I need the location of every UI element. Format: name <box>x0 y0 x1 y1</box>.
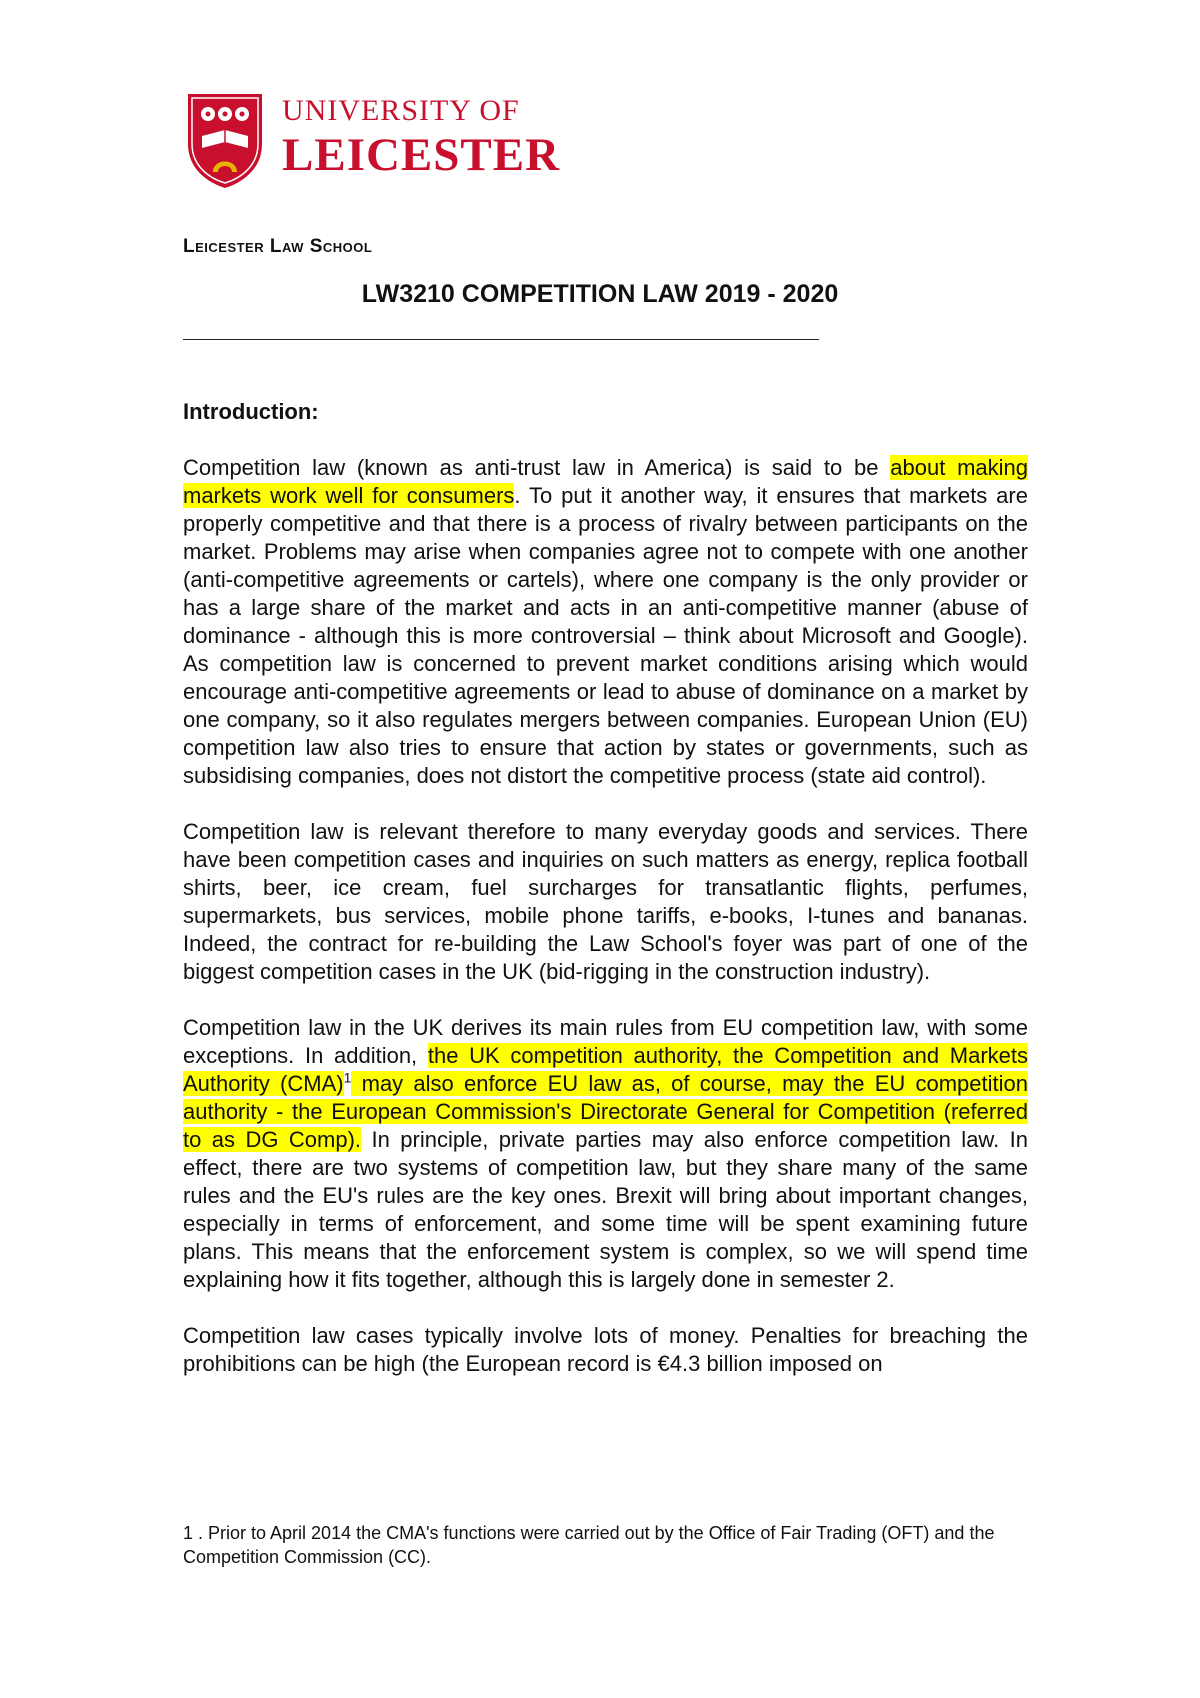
footnote: 1 . Prior to April 2014 the CMA's functions were carried out by the Office of Fair Trading (OFT) and the Competition Commission (CC). <box>183 1523 995 1567</box>
section-heading: Introduction: <box>183 399 319 424</box>
school-name: Leicester Law School <box>183 236 373 257</box>
title-divider <box>183 339 819 340</box>
logo-line-university-of: UNIVERSITY OF <box>282 94 520 127</box>
paragraph-3 <box>183 1014 1028 1294</box>
paragraph-3-text-b: In principle, private parties may also enforce competition law. In effect, there are two systems of competition law, but they share many of the same rules and the EU's rules are the key ones. Brexit will bring about important changes, especially in terms of enforcement, and some time will be spent examining future plans. This means that the enforcement system is complex, so we will spend time explaining how it fits together, although this is largely done in semester 2. <box>183 1127 1029 1292</box>
highlighted-text: about making markets work well for consumers <box>183 455 1028 508</box>
paragraph-4: Competition law cases typically involve lots of money. Penalties for breaching the prohibitions can be high (the European record is €4.3 billion imposed on <box>183 1323 1028 1376</box>
main-content <box>183 398 1028 1378</box>
university-crest-icon <box>186 92 264 190</box>
paragraph-1-text-b: . To put it another way, it ensures that markets are properly competitive and that there is a process of rivalry between participants on the market. Problems may arise when companies agree not to compete with one another (anti-competitive agreements or cartels), where one company is the only provider or has a large share of the market and acts in an anti-competitive manner (abuse of dominance - although this is more controversial – think about Microsoft and Google). As competition law is concerned to prevent market conditions arising which would encourage anti-competitive agreements or lead to abuse of dominance on a market by one company, so it also regulates mergers between companies. European Union (EU) competition law also tries to ensure that action by states or governments, such as subsidising companies, does not distort the competitive process (state aid control). <box>183 483 1028 788</box>
logo-wordmark <box>282 96 560 179</box>
paragraph-2: Competition law is relevant therefore to many everyday goods and services. There have been competition cases and inquiries on such matters as energy, replica football shirts, beer, ice cream, fuel surcharges for transatlantic flights, perfumes, supermarkets, bus services, mobile phone tariffs, e-books, I-tunes and bananas. Indeed, the contract for re-building the Law School's foyer was part of one of the biggest competition cases in the UK (bid-rigging in the construction industry). <box>183 819 1028 984</box>
paragraph-1 <box>183 454 1028 790</box>
footnote-reference[interactable]: 1 <box>343 1069 352 1086</box>
highlighted-text: may also enforce EU law as, of course, may the EU competition authority - the European Commission's Directorate General for Competition (referred to as DG Comp). <box>183 1071 1028 1152</box>
highlighted-text: the UK competition authority, the Competition and Markets Authority (CMA) <box>183 1043 1028 1096</box>
paragraph-1-text-a: Competition law (known as anti-trust law in America) is said to be <box>183 455 891 480</box>
university-logo <box>186 92 561 192</box>
logo-line-leicester: LEICESTER <box>282 129 561 181</box>
paragraph-3-text-a: Competition law in the UK derives its main rules from EU competition law, with some exceptions. In addition, <box>183 1015 1028 1068</box>
course-title: LW3210 COMPETITION LAW 2019 - 2020 <box>361 280 839 308</box>
